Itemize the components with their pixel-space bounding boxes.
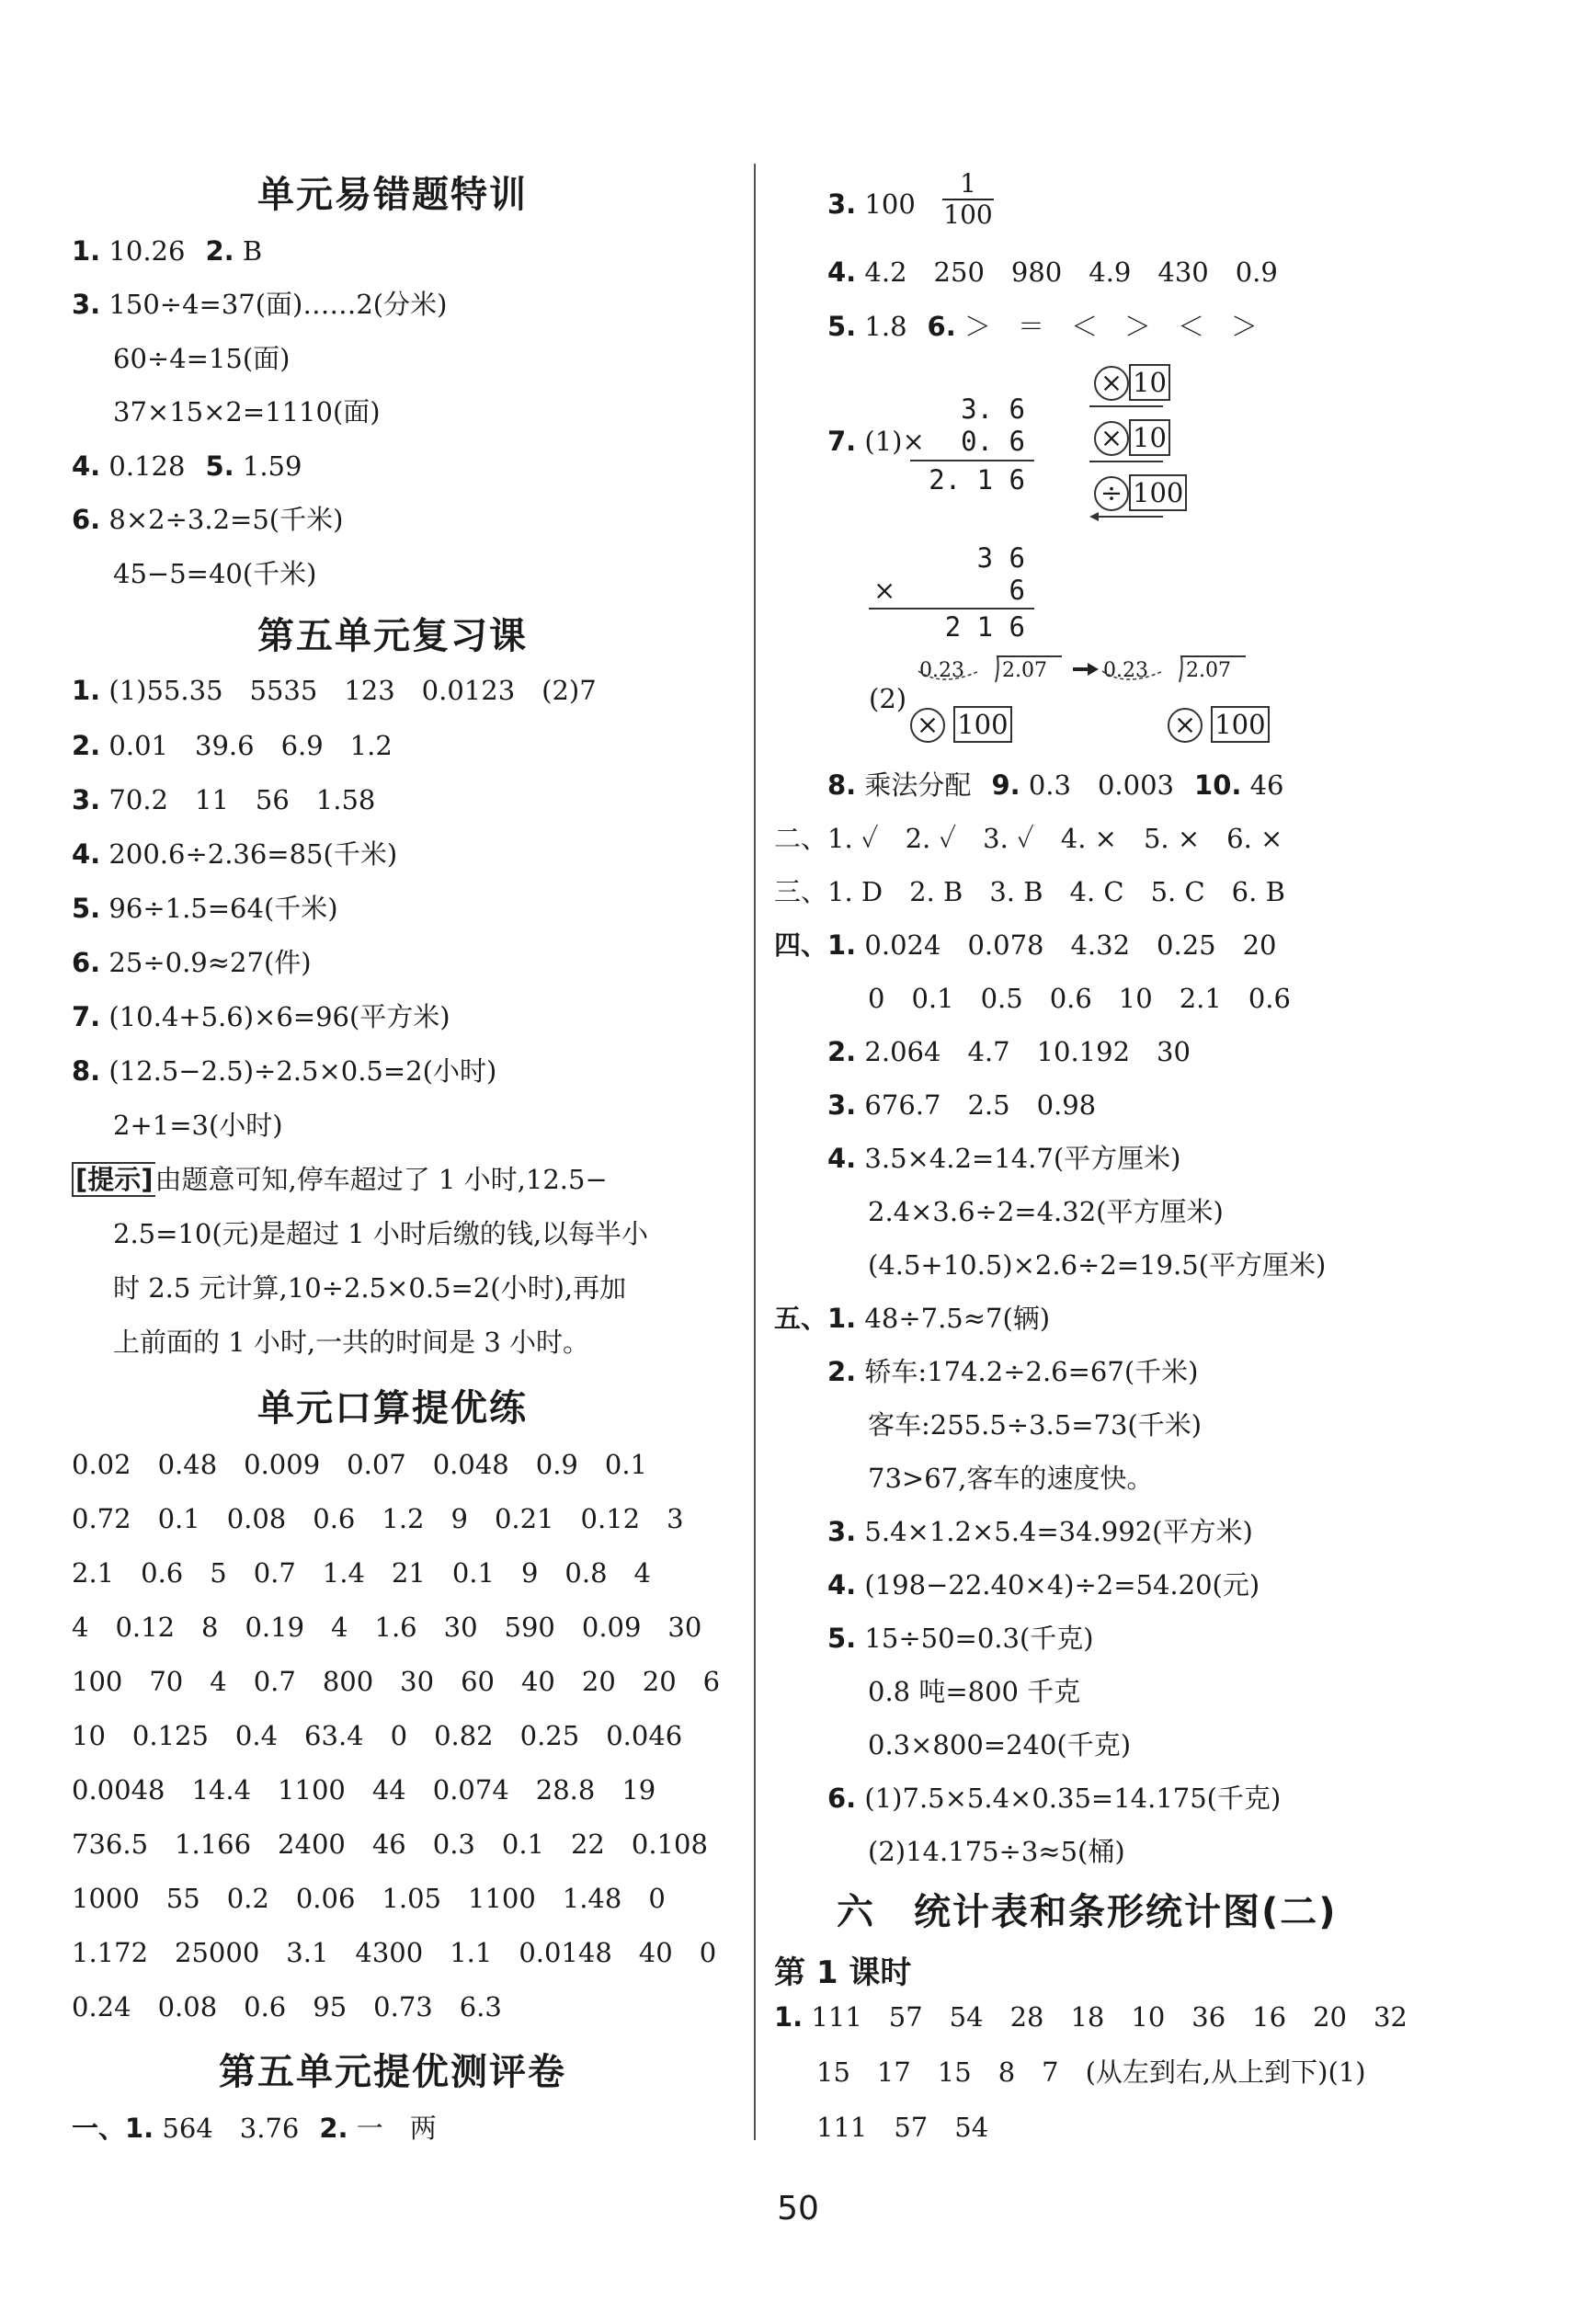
answer-line: 1. 10.26 2. B: [72, 235, 263, 267]
answer-line: 1. (1)55.35 5535 123 0.0123 (2)7: [72, 675, 597, 706]
times-icon: ×: [1094, 421, 1129, 456]
answer-line: 111 57 54: [816, 2112, 989, 2143]
product: 2. 1 6: [929, 464, 1025, 496]
answer-line: 一、1. 564 3.76 2. 一 两: [72, 2113, 437, 2144]
section-title-mistakes: 单元易错题特训: [257, 174, 528, 216]
op-step: [1168, 706, 1270, 743]
answer-line: 73>67,客车的速度快。: [868, 1463, 1154, 1494]
fraction-denominator: 100: [943, 199, 993, 230]
answer-line: 3. 70.2 11 56 1.58: [72, 784, 376, 815]
answer-line: (2)14.175÷3≈5(桶): [868, 1836, 1125, 1867]
answer-line: 4. (198−22.40×4)÷2=54.20(元): [827, 1569, 1260, 1601]
answer-line: 15 17 15 8 7 (从左到右,从上到下)(1): [816, 2056, 1366, 2088]
mental-math-row: 4 0.12 8 0.19 4 1.6 30 590 0.09 30: [72, 1612, 702, 1643]
op-value: 100: [1129, 474, 1187, 511]
mental-math-row: 100 70 4 0.7 800 30 60 40 20 20 6: [72, 1666, 721, 1697]
arrows-icon: [1089, 395, 1172, 524]
answer-line: 7. (1)×: [827, 426, 925, 457]
division-bracket-icon: [1099, 651, 1246, 688]
product: 2 1 6: [944, 611, 1025, 643]
dividend: 2.07: [1002, 659, 1047, 682]
op-value: 10: [1129, 419, 1170, 456]
answer-line: 5. 96÷1.5=64(千米): [72, 893, 338, 924]
answer-line: 6. (1)7.5×5.4×0.35=14.175(千克): [827, 1783, 1282, 1814]
answer-line: 5. 15÷50=0.3(千克): [827, 1623, 1094, 1654]
multiplier: 6: [1009, 575, 1025, 606]
answer-line: 二、1. ✓ 2. ✓ 3. ✓ 4. × 5. × 6. ×: [774, 823, 1283, 854]
answer-line: 2. 0.01 39.6 6.9 1.2: [72, 730, 393, 761]
times-icon: ×: [1168, 708, 1203, 743]
answer-line: 37×15×2=1110(面): [113, 396, 381, 427]
answer-line: 0.3×800=240(千克): [868, 1729, 1132, 1760]
multiplicand: 3 6: [976, 542, 1025, 574]
hint-line: 2.5=10(元)是超过 1 小时后缴的钱,以每半小: [113, 1218, 649, 1249]
divisor: 0.23: [919, 659, 964, 682]
answer-line: 4. 3.5×4.2=14.7(平方厘米): [827, 1143, 1181, 1174]
divide-icon: ÷: [1094, 476, 1129, 511]
op-value: 100: [953, 706, 1011, 743]
answer-line: 45−5=40(千米): [113, 558, 317, 589]
section-title-review: 第五单元复习课: [257, 615, 528, 657]
answer-line: 1. 111 57 54 28 18 10 36 16 20 32: [774, 2001, 1408, 2033]
times-icon: ×: [910, 708, 945, 743]
answer-line: 8. 乘法分配 9. 0.3 0.003 10. 46: [827, 769, 1284, 801]
hint-line: 时 2.5 元计算,10÷2.5×0.5=2(小时),再加: [113, 1272, 627, 1304]
section-title-unit-test: 第五单元提优测评卷: [219, 2051, 566, 2093]
answer-line: 3. 676.7 2.5 0.98: [827, 1089, 1097, 1121]
mental-math-row: 736.5 1.166 2400 46 0.3 0.1 22 0.108: [72, 1828, 708, 1860]
divisor: 0.23: [1103, 659, 1148, 682]
answer-line: (4.5+10.5)×2.6÷2=19.5(平方厘米): [868, 1249, 1327, 1281]
answer-line: 6. 8×2÷3.2=5(千米): [72, 504, 344, 535]
hint-line: [提示]由题意可知,停车超过了 1 小时,12.5−: [72, 1163, 608, 1196]
mental-math-row: 0.24 0.08 0.6 95 0.73 6.3: [72, 1991, 502, 2022]
mental-math-row: 1000 55 0.2 0.06 1.05 1100 1.48 0: [72, 1883, 666, 1914]
hint-line: 上前面的 1 小时,一共的时间是 3 小时。: [113, 1327, 589, 1358]
dividend: 2.07: [1186, 659, 1231, 682]
fraction-numerator: 1: [960, 168, 976, 199]
answer-line: 4. 0.128 5. 1.59: [72, 450, 302, 482]
answer-line: 五、1. 48÷7.5≈7(辆): [774, 1303, 1051, 1334]
mental-math-row: 1.172 25000 3.1 4300 1.1 0.0148 40 0: [72, 1937, 717, 1968]
times-icon: ×: [1094, 366, 1129, 401]
answer-line: 3. 5.4×1.2×5.4=34.992(平方米): [827, 1516, 1253, 1547]
answer-line: 8. (12.5−2.5)÷2.5×0.5=2(小时): [72, 1055, 497, 1087]
answer-line: 6. 25÷0.9≈27(件): [72, 947, 312, 978]
answer-line: 客车:255.5÷3.5=73(千米): [868, 1409, 1203, 1441]
mental-math-row: 0.02 0.48 0.009 0.07 0.048 0.9 0.1: [72, 1449, 647, 1480]
times-sign: ×: [873, 575, 896, 606]
answer-line: 0.8 吨=800 千克: [868, 1676, 1081, 1707]
answer-line: 2. 轿车:174.2÷2.6=67(千米): [827, 1356, 1199, 1387]
op-value: 10: [1129, 364, 1170, 401]
answer-line: 3. 100: [827, 188, 916, 220]
hint-label: [提示]: [72, 1162, 155, 1197]
page-number: 50: [777, 2190, 819, 2227]
rule-line: [910, 460, 1034, 461]
answer-line: 2.4×3.6÷2=4.32(平方厘米): [868, 1196, 1224, 1227]
answer-line: 0 0.1 0.5 0.6 10 2.1 0.6: [868, 983, 1291, 1014]
op-value: 100: [1211, 706, 1269, 743]
answer-line: 7. (10.4+5.6)×6=96(平方米): [72, 1001, 450, 1032]
answer-line: 四、1. 0.024 0.078 4.32 0.25 20: [774, 929, 1277, 961]
column-divider: [754, 164, 756, 2140]
multiplicand: 3. 6: [961, 393, 1025, 425]
section-title-mental-math: 单元口算提优练: [257, 1387, 528, 1430]
lesson-title: 第 1 课时: [774, 1954, 912, 1991]
answer-line: 5. 1.8 6. ＞ ＝ ＜ ＞ ＜ ＞: [827, 311, 1258, 342]
chapter-title: 六 统计表和条形统计图(二): [837, 1891, 1338, 1933]
division-bracket-icon: [915, 651, 1099, 688]
mental-math-row: 10 0.125 0.4 63.4 0 0.82 0.25 0.046: [72, 1720, 683, 1751]
mental-math-row: 2.1 0.6 5 0.7 1.4 21 0.1 9 0.8 4: [72, 1557, 651, 1589]
op-step: [910, 706, 1012, 743]
answer-line: 2. 2.064 4.7 10.192 30: [827, 1036, 1191, 1067]
fraction: [942, 169, 994, 230]
answer-line: 4. 4.2 250 980 4.9 430 0.9: [827, 256, 1278, 288]
answer-line: 4. 200.6÷2.36=85(千米): [72, 838, 398, 870]
multiplier: 0. 6: [961, 426, 1025, 457]
mental-math-row: 0.0048 14.4 1100 44 0.074 28.8 19: [72, 1774, 656, 1806]
answer-line: 2+1=3(小时): [113, 1110, 283, 1141]
part-label: (2): [869, 683, 907, 714]
answer-line: 三、1. D 2. B 3. B 4. C 5. C 6. B: [774, 876, 1285, 907]
mental-math-row: 0.72 0.1 0.08 0.6 1.2 9 0.21 0.12 3: [72, 1503, 684, 1534]
answer-line: 3. 150÷4=37(面)……2(分米): [72, 289, 448, 320]
answer-line: 60÷4=15(面): [113, 343, 291, 374]
rule-line: [869, 608, 1034, 609]
